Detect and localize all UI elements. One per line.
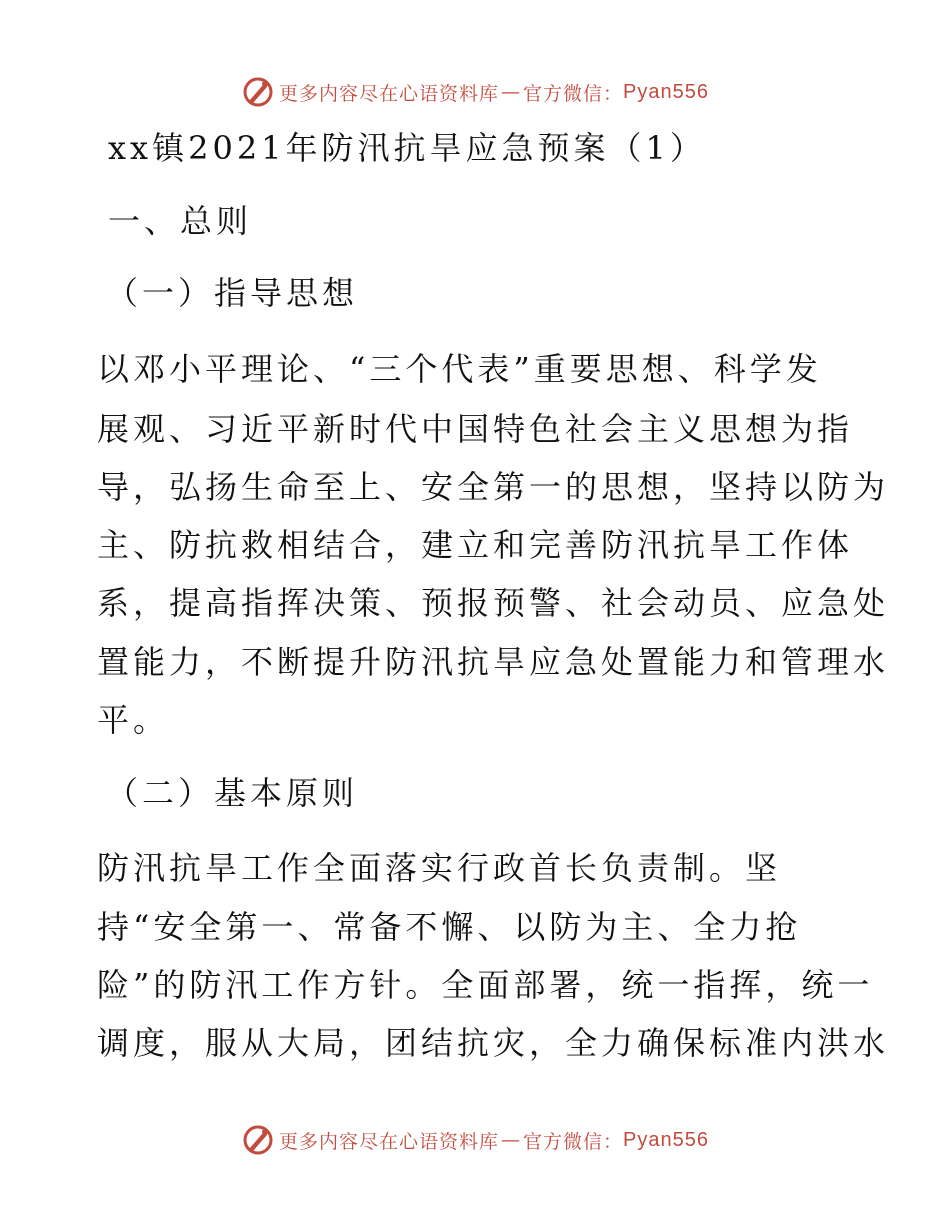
- paragraph-line: 导，弘扬生命至上、安全第一的思想，坚持以防为: [97, 468, 890, 506]
- paragraph-line: 主、防抗救相结合，建立和完善防汛抗旱工作体: [97, 526, 854, 564]
- paragraph-line: 以邓小平理论、“三个代表”重要思想、科学发: [97, 350, 822, 388]
- watermark-wechat-label: 官方微信：: [523, 82, 624, 105]
- watermark-wechat-id: Pyan556: [623, 80, 709, 103]
- pen-logo-icon: [241, 75, 275, 109]
- watermark-banner-top: [0, 72, 950, 112]
- watermark-dash: —: [501, 81, 522, 103]
- paragraph-line: 系，提高指挥决策、预报预警、社会动员、应急处: [97, 584, 890, 622]
- paragraph-line: 调度，服从大局，团结抗灾，全力确保标准内洪水: [97, 1024, 890, 1062]
- subheading-basic-principles: （二）基本原则: [106, 774, 359, 812]
- paragraph-line: 防汛抗旱工作全面落实行政首长负责制。坚: [97, 849, 782, 887]
- paragraph-line: 平。: [97, 701, 170, 739]
- pen-logo-icon: [241, 1123, 275, 1157]
- watermark-prefix: 更多内容尽在心语资料库: [279, 82, 500, 105]
- watermark-banner-bottom: [0, 1120, 950, 1160]
- subheading-guiding-ideology: （一）指导思想: [106, 274, 359, 312]
- section-heading-general: 一、总则: [108, 202, 253, 240]
- watermark-dash: —: [501, 1129, 522, 1151]
- paragraph-line: 展观、习近平新时代中国特色社会主义思想为指: [97, 410, 854, 448]
- paragraph-line: 置能力，不断提升防汛抗旱应急处置能力和管理水: [97, 643, 890, 681]
- watermark-wechat-label: 官方微信：: [523, 1130, 624, 1153]
- watermark-wechat-id: Pyan556: [623, 1128, 709, 1151]
- document-title: xx镇2021年防汛抗旱应急预案（1）: [108, 129, 706, 167]
- watermark-prefix: 更多内容尽在心语资料库: [279, 1130, 500, 1153]
- paragraph-line: 持“安全第一、常备不懈、以防为主、全力抢: [97, 908, 802, 946]
- paragraph-line: 险”的防汛工作方针。全面部署，统一指挥，统一: [97, 966, 874, 1004]
